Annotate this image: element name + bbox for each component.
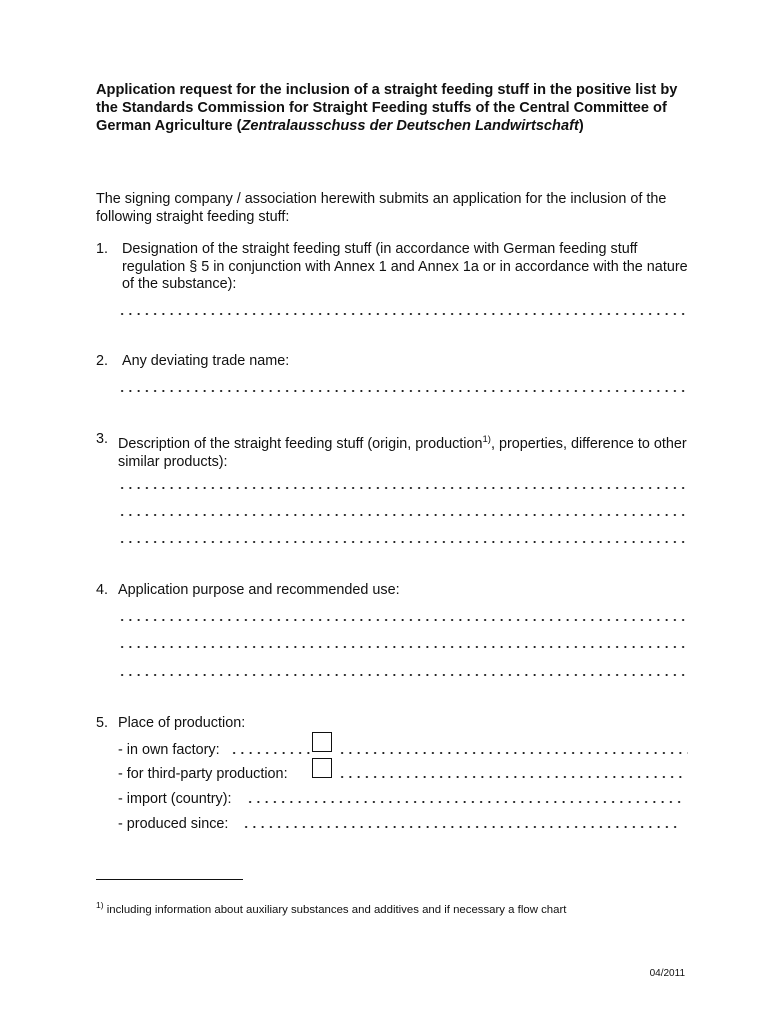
designation-field-line-1[interactable] <box>118 303 688 317</box>
footnote-reference: 1) <box>482 434 491 445</box>
purpose-field-line-3[interactable] <box>118 664 688 678</box>
title-main: Application request for the inclusion of a straight feeding stuff in the positive list by the Standards Commission for Straight Feeding stuffs of the Central Committee of German Agriculture ( <box>96 82 678 134</box>
own-factory-label: - in own factory: <box>118 742 220 758</box>
import-label: - import (country): <box>118 791 232 807</box>
section-3-text <box>118 431 693 471</box>
row-third-party <box>118 766 688 786</box>
intro-paragraph: The signing company / association herewith submits an application for the inclusion of the following straight feeding stuff: <box>96 191 667 225</box>
footnote-text: including information about auxiliary substances and additives and if necessary a flow chart <box>106 904 567 916</box>
title-close: ) <box>578 117 584 134</box>
own-factory-checkbox[interactable] <box>312 732 332 752</box>
produced-since-field[interactable] <box>242 816 682 830</box>
title-german-name: Zentralausschuss der Deutschen Landwirtschaft <box>241 117 579 134</box>
description-field-line-1[interactable] <box>118 477 688 491</box>
section-5-number: 5. <box>96 715 109 731</box>
purpose-field-line-1[interactable] <box>118 609 688 623</box>
footnote-divider <box>96 879 243 880</box>
footnote <box>96 900 566 916</box>
row-produced-since <box>118 816 688 836</box>
third-party-label: - for third-party production: <box>118 766 288 782</box>
description-field-line-2[interactable] <box>118 504 688 518</box>
produced-since-label: - produced since: <box>118 816 229 832</box>
section-3-number: 3. <box>96 431 109 447</box>
third-party-field[interactable] <box>338 766 683 780</box>
purpose-field-line-2[interactable] <box>118 636 688 650</box>
section-2-number: 2. <box>96 353 109 369</box>
own-factory-field[interactable] <box>338 742 688 756</box>
row-import <box>118 791 688 811</box>
section-3-text-before: Description of the straight feeding stuff (origin, production <box>118 436 483 452</box>
section-5-text: Place of production: <box>118 715 246 731</box>
section-3-text-after: , properties, difference to other similar products): <box>118 436 687 470</box>
section-4-number: 4. <box>96 582 109 598</box>
date-code: 04/2011 <box>649 968 685 979</box>
section-2-text: Any deviating trade name: <box>122 353 290 369</box>
own-factory-leader-dots <box>230 742 310 756</box>
footnote-marker: 1) <box>96 900 104 910</box>
section-1-text: Designation of the straight feeding stuff (in accordance with German feeding stuff regulation § 5 in conjunction with Annex 1 and Annex 1a or in accordance with the nature of the substance): <box>122 241 688 292</box>
section-4-text: Application purpose and recommended use: <box>118 582 400 598</box>
section-1-number: 1. <box>96 241 109 257</box>
description-field-line-3[interactable] <box>118 531 688 545</box>
row-own-factory <box>118 742 688 762</box>
import-country-field[interactable] <box>246 791 686 805</box>
document-title <box>96 82 696 135</box>
trade-name-field[interactable] <box>118 380 688 394</box>
third-party-checkbox[interactable] <box>312 758 332 778</box>
